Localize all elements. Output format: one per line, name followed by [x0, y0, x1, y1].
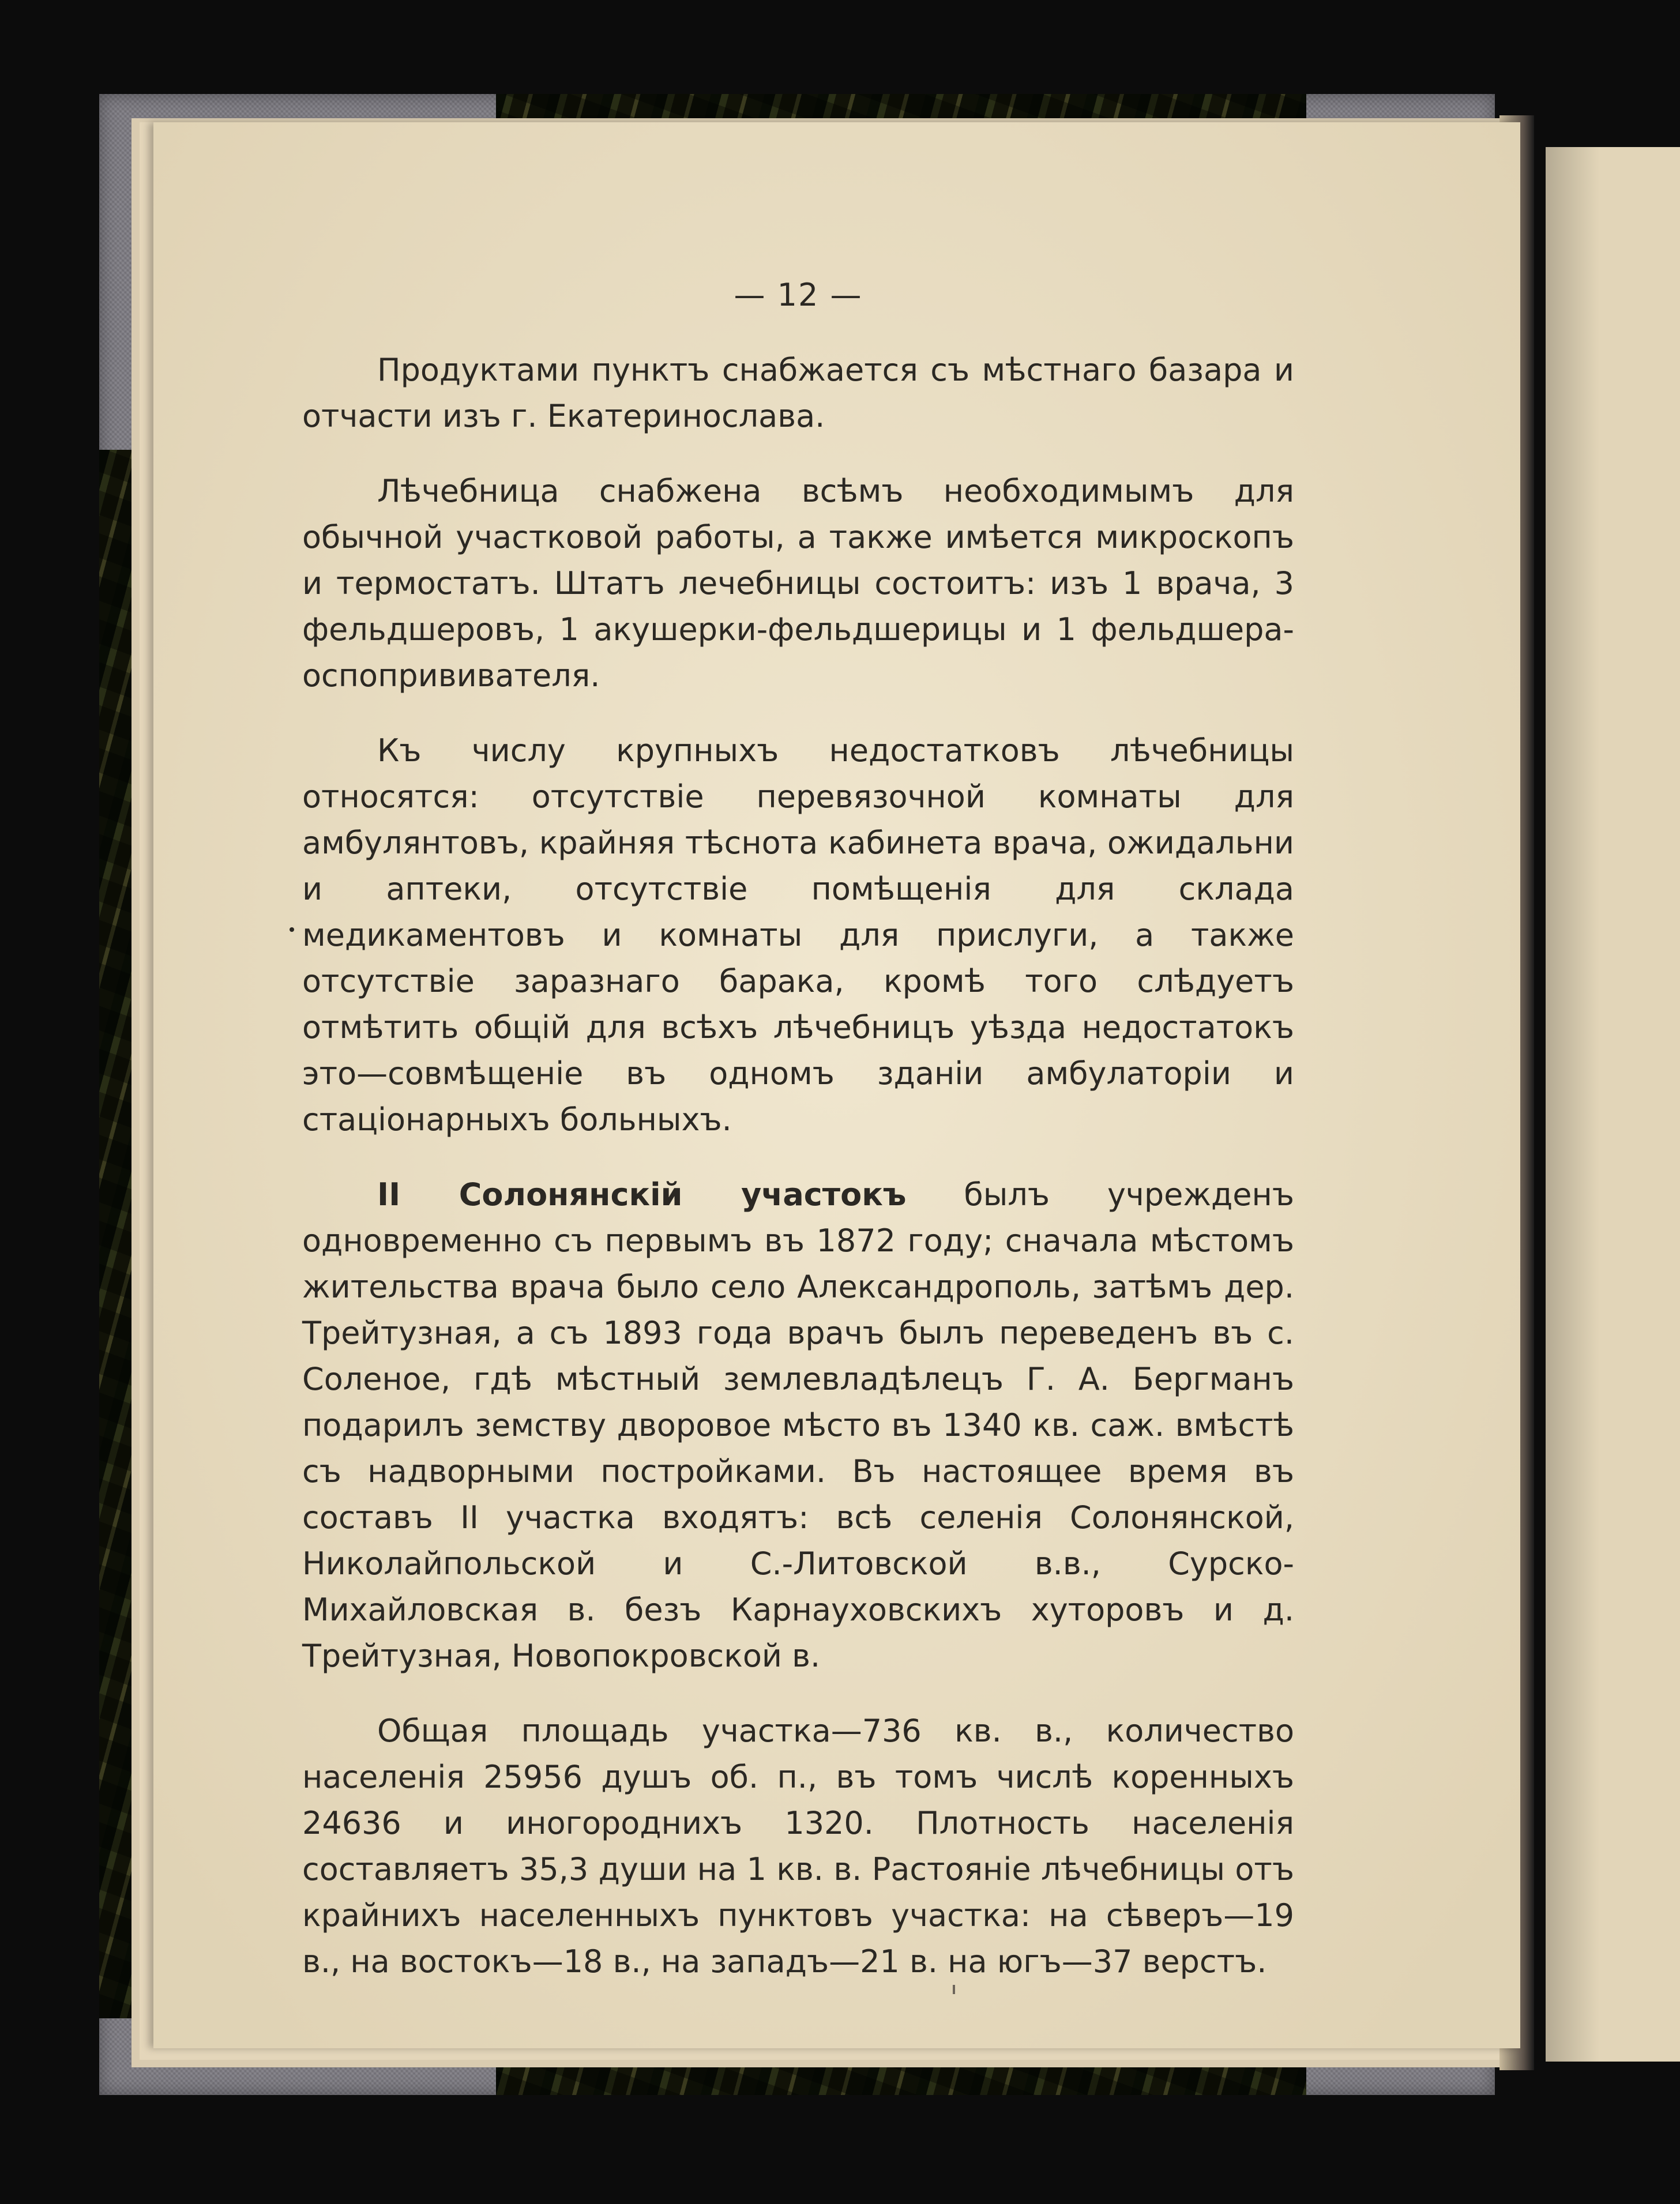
paper-speck — [953, 1985, 955, 1994]
paragraph-area-population: Общая площадь участка—736 кв. в., количество населенія 25956 душъ об. п., въ томъ числѣ коренныхъ 24636 и иногороднихъ 1320. Плотность населенія составляетъ 35,3 души на 1 кв. в. Растояніе лѣчебницы отъ крайнихъ населенныхъ пунктовъ участка: на сѣверъ—19 в., на востокъ—18 в., на западъ—21 в. на югъ—37 верстъ. — [302, 1713, 1294, 1980]
paragraph-body: былъ учрежденъ одновременно съ первымъ въ 1872 году; сначала мѣстомъ жительства врача было село Александрополь, затѣмъ дер. Трейтузная, а съ 1893 года врачъ былъ переведенъ въ с. Соленое, гдѣ мѣстный землевладѣлецъ Г. А. Бергманъ подарилъ земству дворовое мѣсто въ 1340 кв. саж. вмѣстѣ съ надворными постройками. Въ настоящее время въ составъ II участка входятъ: всѣ селенія Солонянской, Николайпольской и С.-Литовской в.в., Сурско-Михайловская в. безъ Карнауховскихъ хуторовъ и д. Трейтузная, Новопокровской в. — [302, 1176, 1294, 1674]
paragraph-shortcomings: Къ числу крупныхъ недостатковъ лѣчебницы относятся: отсутствіе перевязочной комнаты для амбулянтовъ, крайняя тѣснота кабинета врача, ожидальни и аптеки, отсутствіе помѣщенія для склада медикаментовъ и комнаты для прислуги, а также отсутствіе заразнаго барака, кромѣ того слѣдуетъ отмѣтить общій для всѣхъ лѣчебницъ уѣзда недостатокъ это—совмѣщеніе въ одномъ зданіи амбулаторіи и стаціонарныхъ больныхъ. — [302, 732, 1294, 1138]
margin-mark — [290, 927, 294, 932]
page-text-block — [302, 272, 1294, 2014]
facing-page — [1546, 147, 1680, 2062]
paragraph-supplies: Продуктами пунктъ снабжается съ мѣстнаго базара и отчасти изъ г. Екатеринослава. — [302, 352, 1294, 434]
page-number: — 12 — — [734, 277, 863, 313]
paragraph-equipment-staff: Лѣчебница снабжена всѣмъ необходимымъ для обычной участковой работы, а также имѣется микроскопъ и термостатъ. Штатъ лечебницы состоитъ: изъ 1 врача, 3 фельдшеровъ, 1 акушерки-фельдшерицы и 1 фельдшера-оспопрививателя. — [302, 473, 1294, 694]
paragraph-solonyanskiy-district — [302, 1172, 1294, 1679]
section-heading: II Солонянскій участокъ — [377, 1176, 907, 1213]
